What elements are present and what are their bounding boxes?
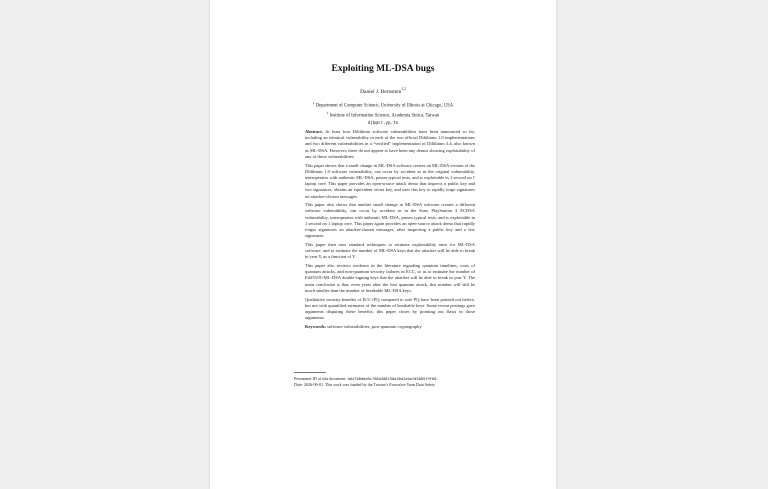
abstract-paragraph: This paper shows that a small change in ML-DSA software creates an ML-DSA version of the Dilithium 1.0 software vulnerability, can occur by accident as in the original vulnerability, interoperates with authentic ML-DSA, passes typical tests, and is exploitable in 1 second on 1 laptop core. This paper provides an open-source attack demo that inspects a public key and two signatures, obtains an equivalent secret key, and uses this key to rapidly forge signatures on attacker-chosen messages.	[305, 162, 475, 199]
paper-author	[210, 87, 556, 95]
affiliation-1: $^1$ Department of Computer Science, University of Illinois at Chicago, USA	[312, 101, 454, 109]
author-name: Daniel J. Bernstein	[360, 88, 402, 95]
affiliation-2: $^2$ Institute of Information Science, Academia Sinica, Taiwan	[326, 111, 440, 119]
footnote-date: Date: 2026-06-01. This work was funded by the Taiwan’s Executive Yuan Data Safety	[294, 382, 436, 387]
abstract-paragraph: This paper also shows that another small change in ML-DSA software creates a different software vulnerability, can occur by accident as in the Sony PlayStation 3 ECDSA vulnerability, interoperates with authentic ML-DSA, passes typical tests, and is exploitable in 1 second on 1 laptop core. This paper again provides an open-source attack demo that rapidly forges signatures on attacker-chosen messages, after inspecting a public key and a few signatures.	[305, 202, 475, 239]
affiliations	[210, 100, 556, 127]
author-marks: 1,2	[401, 87, 406, 91]
paper-page	[210, 0, 556, 489]
keywords-label: Keywords:	[305, 323, 326, 329]
abstract-paragraph: This paper also reviews evidence in the literature regarding quantum timelines, costs of quantum attacks, and non-quantum security failures in ECC, so as to estimate the number of Ed25519+ML-DSA double-signing keys that the attacker will be able to break in year Y. The main conclusion is that, even years after the first quantum attack, this number will still be much smaller than the number of breakable ML-DSA keys.	[305, 263, 475, 293]
abstract-paragraph: Abstract. At least four Dilithium software vulnerabilities have been announced so far, including an identical vulnerability in each of the two official Dilithium 1.0 implementations and two different vulnerabilities in a “verified” implementation of Dilithium 3.4, also known as ML-DSA. However, there do not appear to have been any demos showing exploitability of any of these vulnerabilities.	[305, 129, 475, 159]
footnote-permanent-id: Permanent ID of this document: dd47b8d0e0c768a308236a30d2eba7d5805f9f60.	[294, 376, 439, 381]
footnote-divider	[294, 372, 326, 373]
abstract-paragraph: Qualitative security benefits of ECC+PQ compared to solo PQ have been pointed out before, but not with quantified estimates of the number of breakable keys. Some recent postings gave arguments disputing these benefits; this paper closes by pointing out flaws in those arguments.	[305, 296, 475, 321]
abstract	[305, 129, 475, 333]
keywords: Keywords: software vulnerabilities, post-quantum cryptography	[305, 323, 422, 329]
abstract-label: Abstract.	[305, 129, 323, 134]
footnote	[294, 376, 494, 388]
paper-title: Exploiting ML-DSA bugs	[331, 64, 435, 74]
abstract-paragraph: This paper then uses standard techniques to estimate exploitability rates for ML-DSA software, and to estimate the number of ML-DSA keys that the attacker will be able to break in year Y, as a function of Y.	[305, 241, 475, 260]
author-email[interactable]: djb@cr.yp.to	[367, 120, 399, 126]
